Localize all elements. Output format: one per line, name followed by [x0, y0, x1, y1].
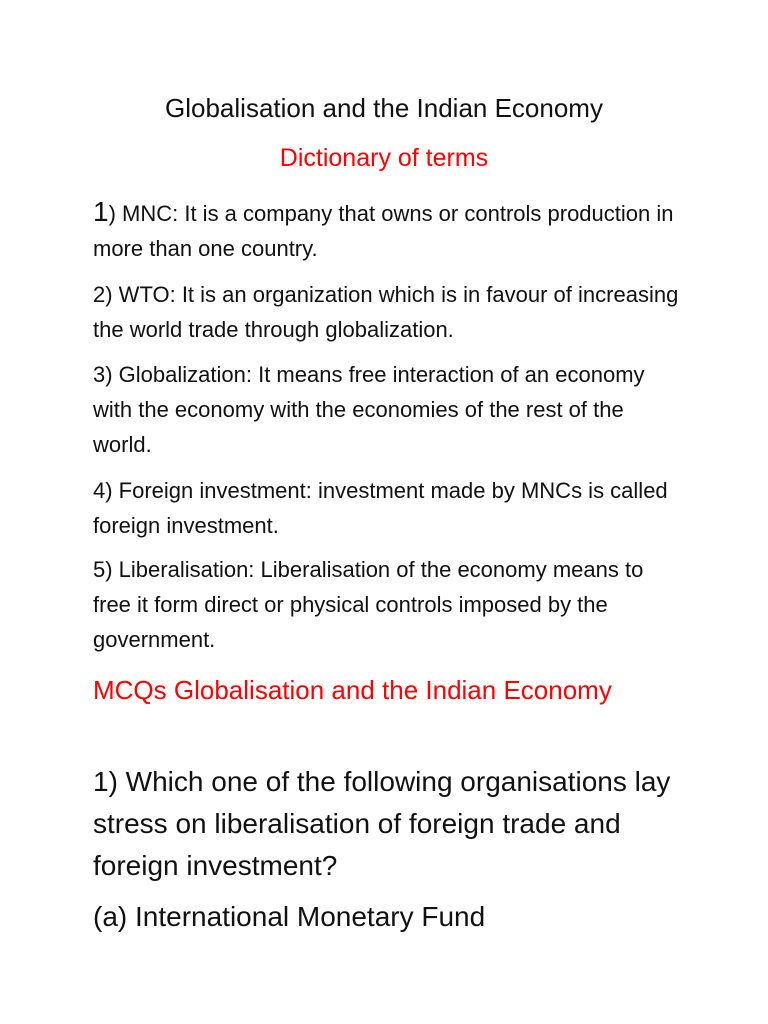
term-text: ) MNC: It is a company that owns or controls production in more than one country.: [93, 201, 674, 261]
term-number: 1: [93, 196, 109, 227]
term-mnc: [93, 194, 683, 266]
term-liberalisation: 5) Liberalisation: Liberalisation of the economy means to free it form direct or physical controls imposed by the government.: [93, 557, 644, 652]
term-globalization: 3) Globalization: It means free interaction of an economy with the economy with the economies of the rest of the world.: [93, 362, 645, 457]
question-1: 1) Which one of the following organisations lay stress on liberalisation of foreign trade and foreign investment?: [93, 766, 671, 881]
dictionary-heading: Dictionary of terms: [279, 144, 489, 172]
option-a: (a) International Monetary Fund: [93, 901, 486, 932]
term-foreign-investment: 4) Foreign investment: investment made by MNCs is called foreign investment.: [93, 478, 668, 538]
page-title: Globalisation and the Indian Economy: [165, 93, 603, 123]
term-wto: 2) WTO: It is an organization which is in favour of increasing the world trade through globalization.: [93, 282, 679, 342]
mcq-heading: MCQs Globalisation and the Indian Economy: [93, 675, 612, 705]
